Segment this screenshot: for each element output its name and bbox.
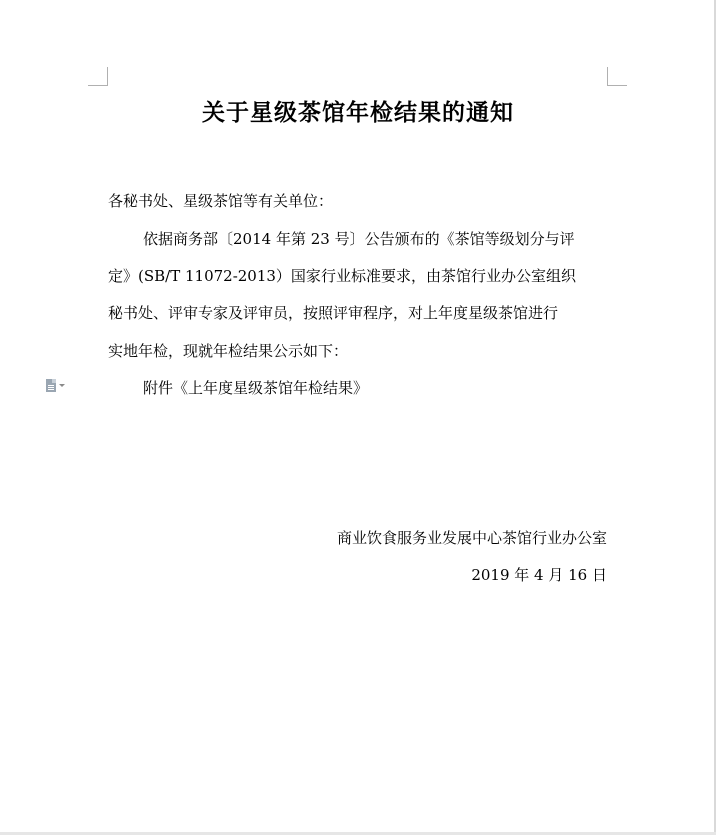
body-line-3: 秘书处、评审专家及评审员，按照评审程序，对上年度星级茶馆进行 — [108, 304, 559, 322]
margin-mark-top-right — [607, 67, 608, 85]
document-icon — [46, 379, 56, 392]
body-line-4: 实地年检，现就年检结果公示如下： — [108, 342, 349, 360]
body-line-1: 依据商务部〔2014 年第 23 号〕公告颁布的《茶馆等级划分与评 — [143, 230, 575, 248]
signature: 商业饮食服务业发展中心茶馆行业办公室 — [336, 529, 607, 547]
salutation: 各秘书处、星级茶馆等有关单位： — [108, 192, 334, 210]
margin-mark-top-left — [107, 67, 108, 85]
margin-mark-top-left-horizontal — [88, 85, 108, 86]
margin-mark-top-right-horizontal — [607, 85, 627, 86]
attachment-line: 附件《上年度星级茶馆年检结果》 — [143, 379, 369, 397]
chevron-down-icon — [59, 384, 65, 387]
document-date: 2019 年 4 月 16 日 — [471, 566, 607, 584]
paragraph-options-button[interactable] — [46, 377, 76, 393]
document-title: 关于星级茶馆年检结果的通知 — [202, 99, 514, 126]
body-line-2: 定》(SB/T 11072-2013）国家行业标准要求，由茶馆行业办公室组织 — [108, 267, 576, 285]
